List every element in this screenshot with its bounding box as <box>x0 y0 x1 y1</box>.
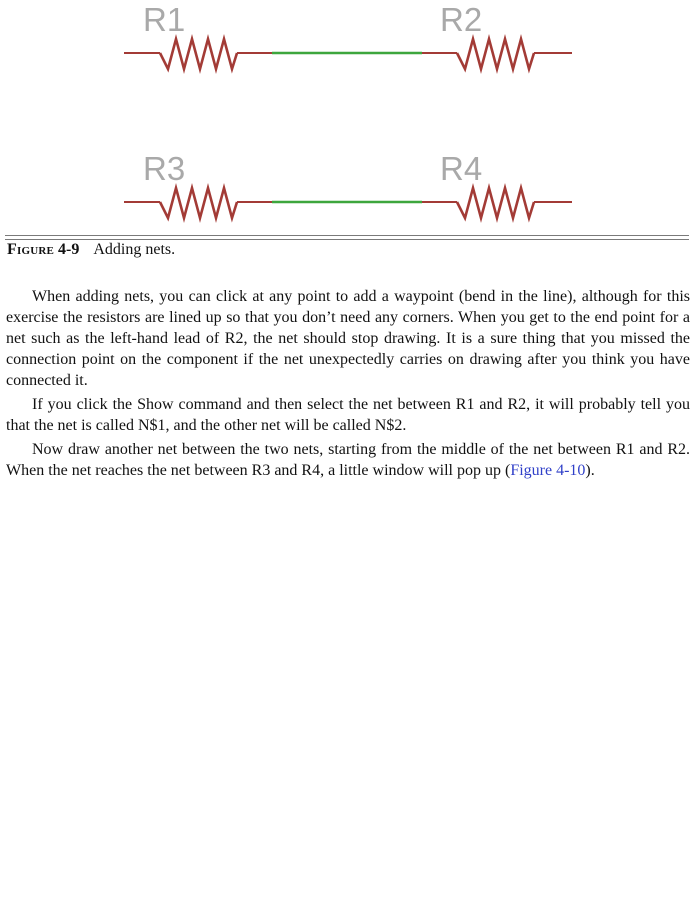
schematic-figure <box>0 0 695 232</box>
resistor-label-r2: R2 <box>440 1 483 38</box>
figure-caption <box>7 240 175 260</box>
figure-caption-title: Adding nets. <box>93 241 176 258</box>
figure-caption-label: Figure <box>7 241 55 258</box>
resistor-r1 <box>124 39 272 69</box>
paragraph-3 <box>6 439 690 481</box>
figure-caption-number: 4-9 <box>58 241 80 258</box>
resistor-label-r3: R3 <box>143 150 186 187</box>
body-text <box>6 286 690 484</box>
resistor-label-r4: R4 <box>440 150 483 187</box>
resistor-r2 <box>422 39 572 69</box>
paragraph-3-text: Now draw another net between the two nets, starting from the middle of the net between R1 and R2. When the net reaches the net between R3 and R4, a little window will pop up ( <box>6 441 690 479</box>
resistor-r3 <box>124 188 272 218</box>
figure-4-10-link[interactable]: Figure 4-10 <box>510 462 586 479</box>
paragraph-3-end: ). <box>585 462 595 479</box>
resistor-label-r1: R1 <box>143 1 186 38</box>
paragraph-2: If you click the Show command and then select the net between R1 and R2, it will probably tell you that the net is called N$1, and the other net will be called N$2. <box>6 396 690 434</box>
resistor-r4 <box>422 188 572 218</box>
paragraph-1: When adding nets, you can click at any point to add a waypoint (bend in the line), although for this exercise the resistors are lined up so that you don’t need any corners. When you get to the end point for a net such as the left-hand lead of R2, the net should stop drawing. It is a sure thing that you missed the connection point on the component if the net unexpectedly carries on drawing after you think you have connected it. <box>6 288 690 389</box>
